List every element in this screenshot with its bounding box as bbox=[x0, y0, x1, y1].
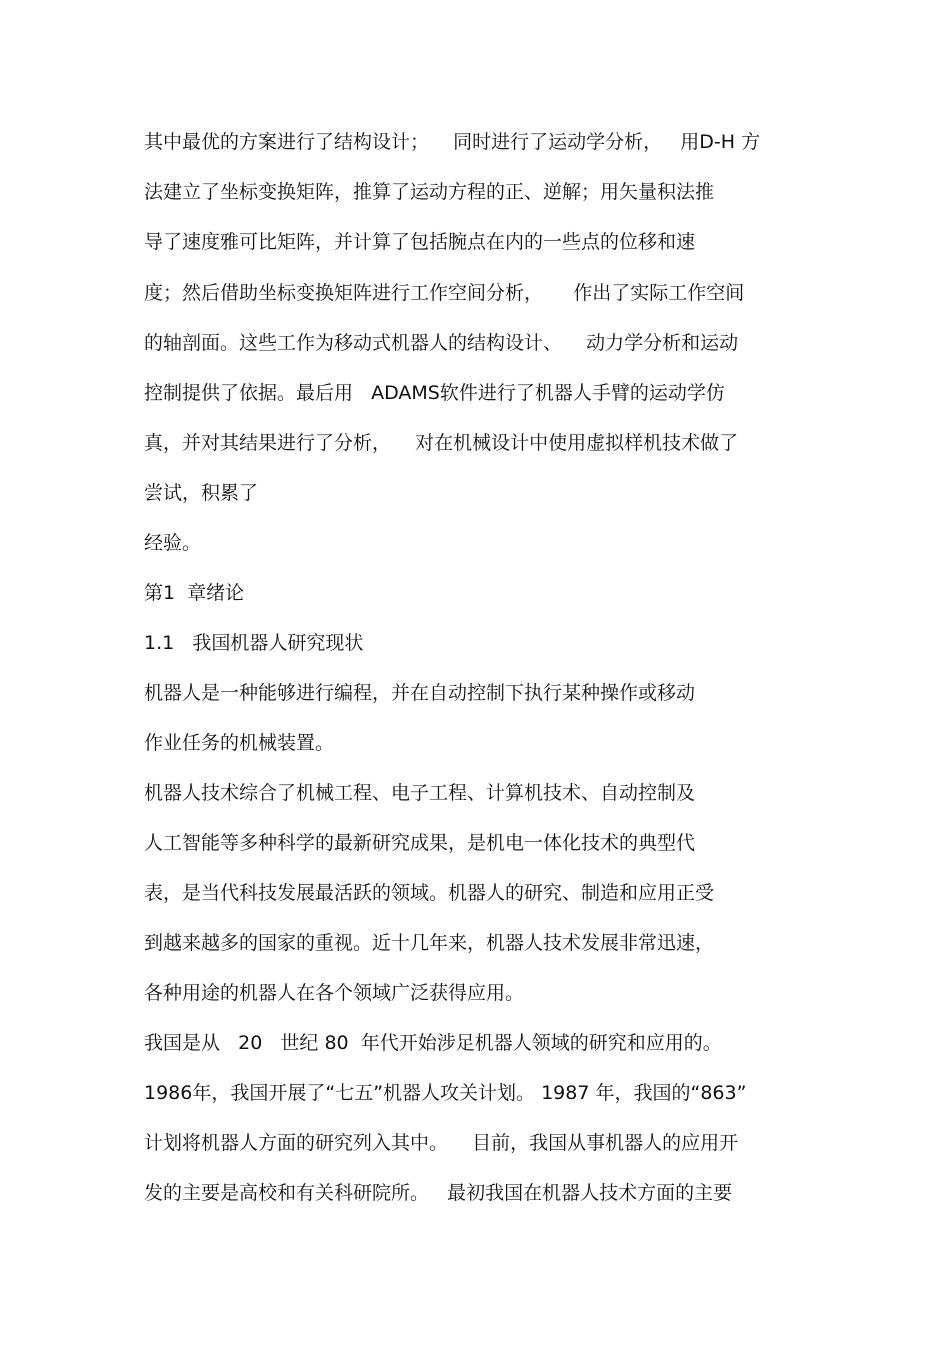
text-line: 表，是当代科技发展最活跃的领域。机器人的研究、制造和应用正受 bbox=[144, 882, 715, 904]
text-line: 作业任务的机械装置。 bbox=[144, 732, 335, 754]
text-line: 经验。 bbox=[144, 532, 202, 554]
text-line: 人工智能等多种科学的最新研究成果，是机电一体化技术的典型代 bbox=[144, 832, 696, 854]
text-line: 我国是从 20 世纪 80 年代开始涉足机器人领域的研究和应用的。 bbox=[144, 1032, 722, 1054]
text-line: 机器人技术综合了机械工程、电子工程、计算机技术、自动控制及 bbox=[144, 782, 696, 804]
text-line: 导了速度雅可比矩阵，并计算了包括腕点在内的一些点的位移和速 bbox=[144, 231, 696, 253]
text-line: 度；然后借助坐标变换矩阵进行工作空间分析， 作出了实际工作空间 bbox=[144, 282, 745, 304]
text-line: 机器人是一种能够进行编程，并在自动控制下执行某种操作或移动 bbox=[144, 682, 696, 704]
text-line: 各种用途的机器人在各个领域广泛获得应用。 bbox=[144, 982, 525, 1004]
text-line: 到越来越多的国家的重视。近十几年来，机器人技术发展非常迅速， bbox=[144, 932, 715, 954]
text-line: 的轴剖面。这些工作为移动式机器人的结构设计、 动力学分析和运动 bbox=[144, 332, 739, 354]
text-line: 计划将机器人方面的研究列入其中。 目前，我国从事机器人的应用开 bbox=[144, 1132, 739, 1154]
text-line: 1986年，我国开展了“七五”机器人攻关计划。 1987 年，我国的“863” bbox=[144, 1082, 747, 1104]
text-line: 发的主要是高校和有关科研院所。 最初我国在机器人技术方面的主要 bbox=[144, 1182, 733, 1204]
text-line: 法建立了坐标变换矩阵，推算了运动方程的正、逆解；用矢量积法推 bbox=[144, 181, 715, 203]
text-line: 真，并对其结果进行了分析， 对在机械设计中使用虚拟样机技术做了 bbox=[144, 432, 739, 454]
text-line: 尝试，积累了 bbox=[144, 482, 259, 504]
section-heading: 1.1 我国机器人研究现状 bbox=[144, 632, 364, 654]
chapter-heading: 第1 章绪论 bbox=[144, 582, 245, 604]
text-line: 控制提供了依据。最后用 ADAMS软件进行了机器人手臂的运动学仿 bbox=[144, 382, 725, 404]
text-line: 其中最优的方案进行了结构设计； 同时进行了运动学分析， 用D-H 方 bbox=[144, 131, 761, 153]
